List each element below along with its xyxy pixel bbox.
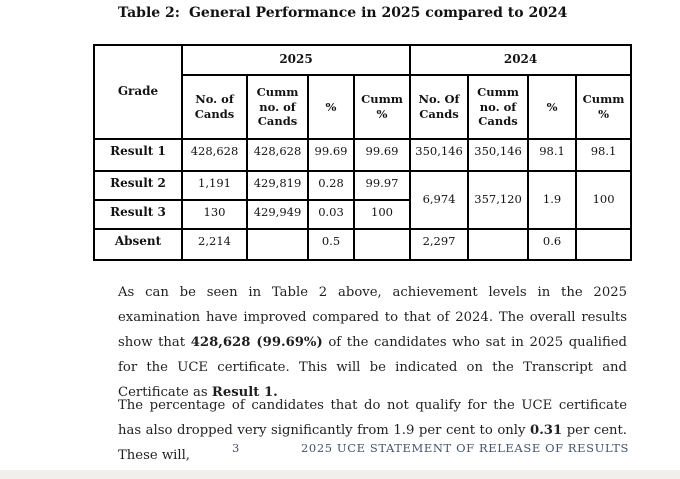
table-cell: 1,191	[182, 171, 247, 200]
performance-table	[93, 44, 632, 261]
paragraph-text: The percentage of candidates that do not qualify for the UCE certificate has also dropped very significantly from 1.9 per cent to only	[118, 398, 627, 439]
column-header-2025-cumm-cands: Cumm no. of Cands	[247, 75, 308, 139]
table-cell: 0.03	[308, 200, 354, 229]
table-cell: 99.97	[354, 171, 410, 200]
table-cell: 2,214	[182, 229, 247, 260]
grade-cell: Result 1	[94, 139, 182, 171]
table-cell-merged: 1.9	[528, 171, 576, 229]
page-title	[118, 5, 567, 21]
column-header-2025-cumm-pct: Cumm %	[354, 75, 410, 139]
table-cell: 0.28	[308, 171, 354, 200]
table-cell: 99.69	[354, 139, 410, 171]
column-header-2024-cands: No. Of Cands	[410, 75, 468, 139]
table-cell: 428,628	[247, 139, 308, 171]
table-cell: 428,628	[182, 139, 247, 171]
table-cell: 429,819	[247, 171, 308, 200]
table-cell: 98.1	[576, 139, 631, 171]
paragraph-failure-rate	[118, 393, 627, 468]
year-2024-header: 2024	[410, 45, 631, 75]
year-2025-header: 2025	[182, 45, 410, 75]
table-cell: 2,297	[410, 229, 468, 260]
table-cell: 130	[182, 200, 247, 229]
grade-column-header: Grade	[94, 45, 182, 139]
paragraph-text: of the candidates who sat in 2025 qualified for the UCE certificate. This will be indicated on the Transcript and Certificate as	[118, 335, 628, 401]
table-cell: 99.69	[308, 139, 354, 171]
table-cell: 0.6	[528, 229, 576, 260]
bold-result1-label: Result 1.	[211, 385, 278, 401]
table-cell	[247, 229, 308, 260]
table-row-result2	[94, 171, 631, 200]
table-cell	[354, 229, 410, 260]
table-cell	[468, 229, 528, 260]
paragraph-results-summary	[118, 280, 627, 405]
table-cell-merged: 6,974	[410, 171, 468, 229]
bold-candidates-count: 428,628 (99.69%)	[190, 335, 323, 351]
table-row-absent	[94, 229, 631, 260]
column-header-2025-cands: No. of Cands	[182, 75, 247, 139]
footer-document-title: 2025 UCE STATEMENT OF RELEASE OF RESULTS	[301, 441, 629, 455]
page-edge-strip	[0, 470, 680, 479]
table-cell: 0.5	[308, 229, 354, 260]
page-number: 3	[232, 441, 240, 455]
table-cell	[576, 229, 631, 260]
table-row-result1	[94, 139, 631, 171]
table-cell: 429,949	[247, 200, 308, 229]
column-header-2024-cumm-cands: Cumm no. of Cands	[468, 75, 528, 139]
table-row-years	[94, 45, 631, 75]
table-cell-merged: 100	[576, 171, 631, 229]
table-cell: 350,146	[410, 139, 468, 171]
table-cell: 98.1	[528, 139, 576, 171]
grade-cell: Absent	[94, 229, 182, 260]
grade-cell: Result 2	[94, 171, 182, 200]
table-cell-merged: 357,120	[468, 171, 528, 229]
column-header-2024-pct: %	[528, 75, 576, 139]
bold-percentage: 0.31	[530, 423, 563, 439]
column-header-2024-cumm-pct: Cumm %	[576, 75, 631, 139]
grade-cell: Result 3	[94, 200, 182, 229]
table-cell: 100	[354, 200, 410, 229]
column-header-2025-pct: %	[308, 75, 354, 139]
table-caption-text: General Performance in 2025 compared to 2024	[188, 5, 568, 21]
table-caption-label: Table 2:	[118, 5, 180, 21]
table-cell: 350,146	[468, 139, 528, 171]
paragraph-text: As can be seen in Table 2 above, achievement levels in the 2025 examination have improved compared to that of 2024. The overall results show that	[118, 285, 627, 351]
paragraph-text: per cent. These will,	[118, 423, 628, 464]
